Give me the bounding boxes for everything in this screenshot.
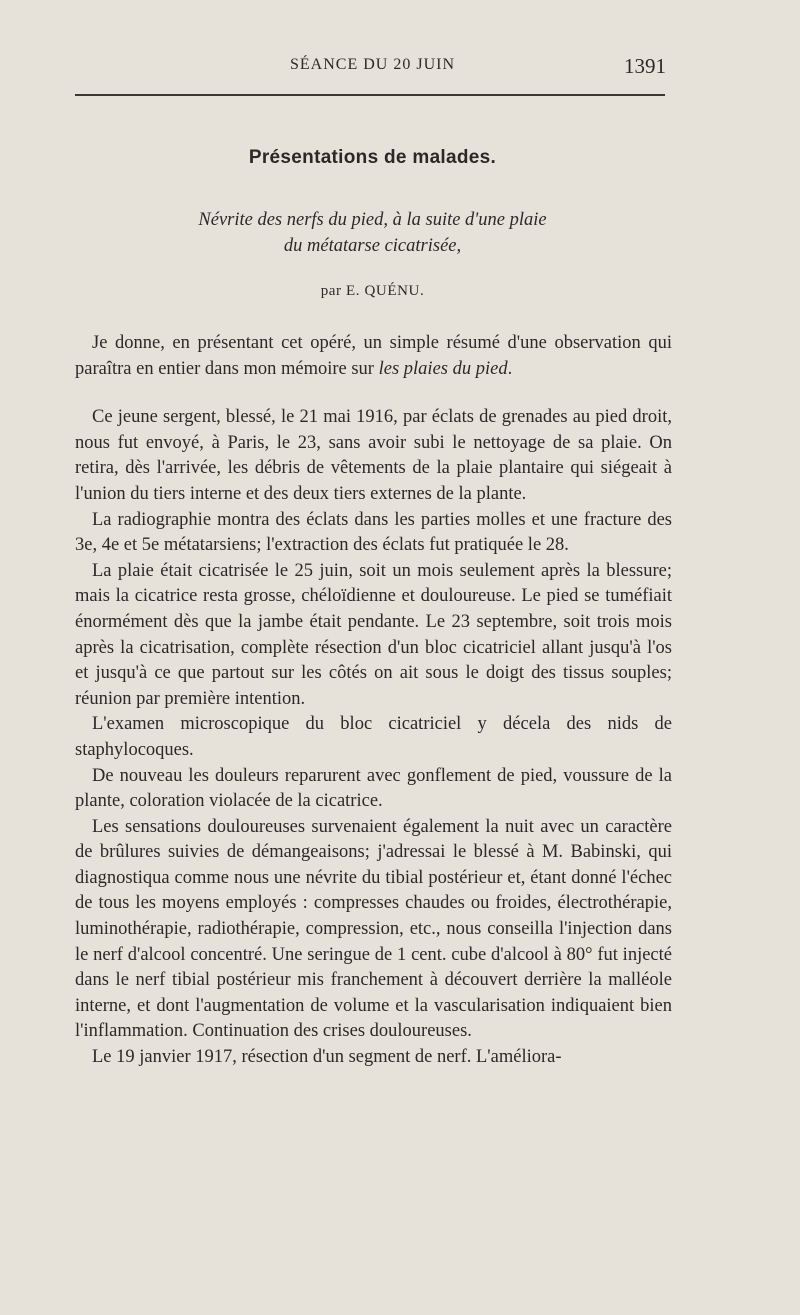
paragraph-2: Ce jeune sergent, blessé, le 21 mai 1916, par éclats de grenades au pied droit, nous fut envoyé, à Paris, le 23, sans avoir subi le nettoyage de sa plaie. On retira, dès l'arrivée, les débris de vêtements de la plaie plantaire qui siégeait à l'union du tiers interne et des deux tiers externes de la plante. [75,407,672,504]
running-head [75,56,670,82]
paragraph-1 [75,331,672,382]
article-title-line-2: du métatarse cicatrisée, [283,236,462,256]
paragraph-1-end: . [507,358,513,379]
header-rule [75,94,665,96]
section-title: Présentations de malades. [248,147,497,168]
paragraph-1-text: Je donne, en présentant cet opéré, un simple résumé d'une observation qui paraîtra en entier dans mon mémoire sur [75,333,672,379]
paragraph-4: La plaie était cicatrisée le 25 juin, soit un mois seulement après la blessure; mais la cicatrice resta grosse, chéloïdienne et douloureuse. Le pied se tuméfiait énormément dès que la jambe était pendante. Le 23 septembre, soit trois mois après la cicatrisation, complète résection d'un bloc cicatriciel allant jusqu'à l'os et jusqu'à ce que partout sur les côtés on ait sous le doigt des tissus souples; réunion par première intention. [75,560,672,709]
page-number: 1391 [624,54,666,78]
paragraph-5: L'examen microscopique du bloc cicatriciel y décela des nids de staphylocoques. [75,714,672,760]
paragraph-3: La radiographie montra des éclats dans les parties molles et une fracture des 3e, 4e et 5e métatarsiens; l'extraction des éclats fut pratiquée le 28. [75,509,672,556]
article-title [75,207,670,259]
article-title-line-1: Névrite des nerfs du pied, à la suite d'une plaie [198,210,547,230]
paragraph-1-italic: les plaies du pied [378,358,508,379]
running-title: SÉANCE DU 20 JUIN [290,56,455,73]
paragraph-6: De nouveau les douleurs reparurent avec gonflement de pied, voussure de la plante, coloration violacée de la cicatrice. [75,765,672,812]
article-body [75,331,672,1071]
byline: par E. QUÉNU. [320,283,425,299]
paragraph-7: Les sensations douloureuses survenaient également la nuit avec un caractère de brûlures suivies de démangeaisons; j'adressai le blessé à M. Babinski, qui diagnostiqua comme nous une névrite du tibial postérieur et, étant donné l'échec de tous les moyens employés : compresses chaudes ou froides, électrothérapie, luminothérapie, radiothérapie, compression, etc., nous conseilla l'injection dans le nerf d'alcool concentré. Une seringue de 1 cent. cube d'alcool à 80° fut injecté dans le nerf tibial postérieur mis franchement à découvert derrière la malléole interne, et dont l'augmentation de volume et la vascularisation indiquaient bien l'inflammation. Continuation des crises douloureuses. [75,816,672,1042]
paragraph-8: Le 19 janvier 1917, résection d'un segment de nerf. L'améliora- [92,1047,562,1068]
